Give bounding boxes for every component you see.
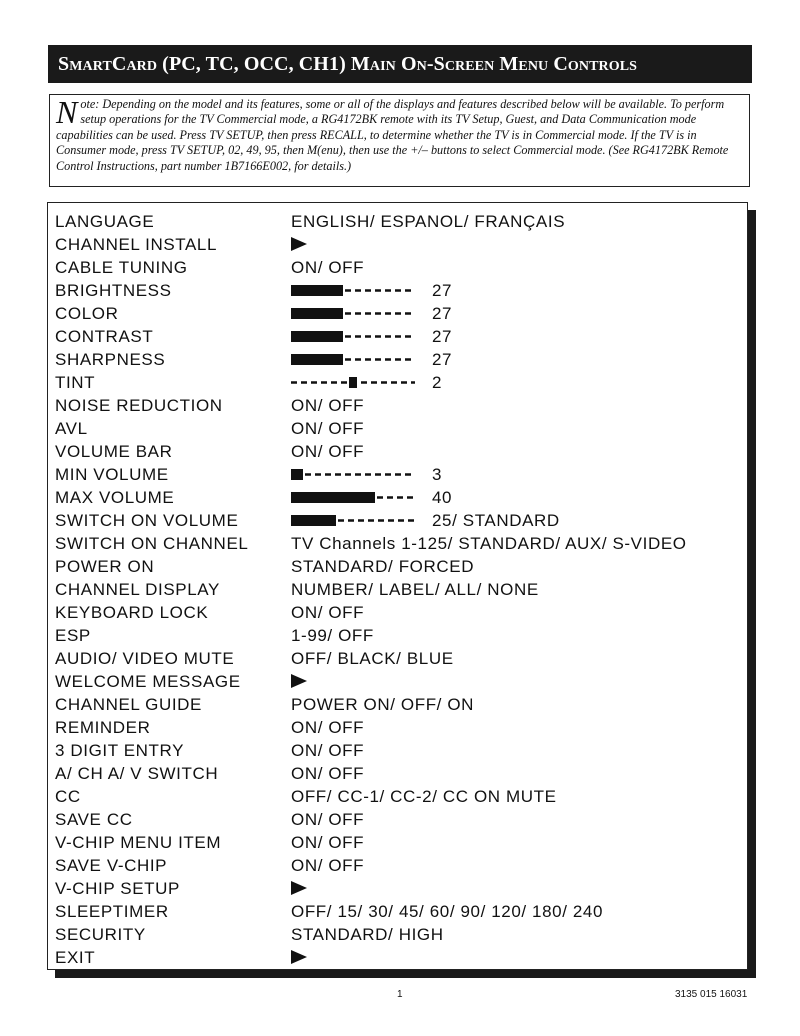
menu-item-power-on [48,555,747,578]
note-text: ote: Depending on the model and its features, some or all of the displays and features described below will be available. To perform setup operations for the TV Commercial mode, a RG4172BK remote with its TV Setup, Guest, and Data Communication mode capabilities can be used. Press TV SETUP, then press RECALL, to determine whether the TV is in Commercial mode. If the TV is in Consumer mode, press TV SETUP, 02, 49, 95, then M(enu), then use the +/– buttons to select Commercial mode. (See RG4172BK Remote Control Instructions, part number 1B7166E002, for details.) [56,97,729,173]
menu-item-options: OFF/ CC-1/ CC-2/ CC ON MUTE [291,787,557,806]
menu-item-brightness [48,279,747,302]
menu-item-options: ON/ OFF [291,764,365,783]
slider-value: 27 [432,327,453,346]
slider-fill [291,285,343,296]
menu-item-welcome-message [48,670,747,693]
page-number: 1 [397,989,403,1000]
menu-item-label: VOLUME BAR [55,442,173,461]
menu-item-options: ON/ OFF [291,258,365,277]
right-triangle-icon [291,881,307,895]
menu-item-options: TV Channels 1-125/ STANDARD/ AUX/ S-VIDEO [291,534,687,553]
menu-item-switch-on-volume [48,509,747,532]
menu-item-label: WELCOME MESSAGE [55,672,241,691]
menu-item-options: 1-99/ OFF [291,626,374,645]
part-code: 3135 015 16031 [675,989,748,1000]
slider-fill [291,492,375,503]
slider-marker [349,377,357,388]
menu-item-switch-on-channel [48,532,747,555]
menu-item-channel-install [48,233,747,256]
menu-item-v-chip-setup [48,877,747,900]
menu-item-label: NOISE REDUCTION [55,396,223,415]
menu-item-audio-video-mute [48,647,747,670]
menu-item-options: ON/ OFF [291,419,365,438]
menu-item-label: REMINDER [55,718,151,737]
menu-item-label: V-CHIP SETUP [55,879,180,898]
menu-item-label: SAVE CC [55,810,133,829]
menu-item-security [48,923,747,946]
slider-bar [291,377,415,388]
menu-item-label: COLOR [55,304,119,323]
slider-value: 27 [432,281,453,300]
menu-item-sleeptimer [48,900,747,923]
menu-item-options: NUMBER/ LABEL/ ALL/ NONE [291,580,539,599]
menu-item-max-volume [48,486,747,509]
menu-item-keyboard-lock [48,601,747,624]
menu-item-cable-tuning [48,256,747,279]
menu-item-label: MIN VOLUME [55,465,169,484]
slider-bar [291,469,415,480]
menu-item-label: KEYBOARD LOCK [55,603,209,622]
menu-item-reminder [48,716,747,739]
slider-bar [291,492,415,503]
slider-bar [291,331,415,342]
right-triangle-icon [291,674,307,688]
menu-item-label: ESP [55,626,91,645]
page-title [48,45,752,83]
menu-item-save-v-chip [48,854,747,877]
menu-item-label: CHANNEL INSTALL [55,235,218,254]
menu-item-options: ON/ OFF [291,810,365,829]
slider-bar [291,354,415,365]
slider-fill [291,354,343,365]
menu-item-label: SLEEPTIMER [55,902,169,921]
menu-item-label: MAX VOLUME [55,488,175,507]
menu-item-options: ENGLISH/ ESPANOL/ FRANÇAIS [291,212,566,231]
menu-item-label: SAVE V-CHIP [55,856,168,875]
menu-item-language [48,210,747,233]
slider-bar [291,308,415,319]
menu-item-3-digit-entry [48,739,747,762]
menu-item-label: CHANNEL GUIDE [55,695,202,714]
slider-fill [291,308,343,319]
menu-item-label: SWITCH ON CHANNEL [55,534,249,553]
slider-value: 3 [432,465,443,484]
menu-item-label: SHARPNESS [55,350,166,369]
menu-item-tint [48,371,747,394]
menu-item-color [48,302,747,325]
menu-item-options: ON/ OFF [291,856,365,875]
menu-item-options: OFF/ BLACK/ BLUE [291,649,454,668]
menu-item-v-chip-menu-item [48,831,747,854]
menu-item-options: ON/ OFF [291,741,365,760]
menu-item-options: ON/ OFF [291,396,365,415]
right-triangle-icon [291,950,307,964]
menu-item-options: ON/ OFF [291,718,365,737]
right-triangle-icon [291,237,307,251]
menu-item-label: EXIT [55,948,96,967]
slider-value: 27 [432,350,453,369]
menu-item-noise-reduction [48,394,747,417]
menu-item-volume-bar [48,440,747,463]
menu-item-save-cc [48,808,747,831]
menu-item-cc [48,785,747,808]
menu-item-channel-display [48,578,747,601]
menu-item-options: POWER ON/ OFF/ ON [291,695,475,714]
slider-fill [291,515,336,526]
menu-item-avl [48,417,747,440]
menu-item-label: TINT [55,373,96,392]
menu-item-exit [48,946,747,969]
menu-item-label: 3 DIGIT ENTRY [55,741,185,760]
menu-item-options: ON/ OFF [291,833,365,852]
menu-item-options: ON/ OFF [291,603,365,622]
menu-item-min-volume [48,463,747,486]
slider-value: 25/ STANDARD [432,511,560,530]
menu-item-a-ch-a-v-switch [48,762,747,785]
menu-item-options: STANDARD/ HIGH [291,925,444,944]
menu-item-contrast [48,325,747,348]
slider-value: 40 [432,488,453,507]
slider-value: 27 [432,304,453,323]
menu-item-label: CONTRAST [55,327,154,346]
menu-item-channel-guide [48,693,747,716]
menu-item-label: LANGUAGE [55,212,155,231]
slider-bar [291,285,415,296]
slider-fill [291,469,303,480]
menu-item-label: CHANNEL DISPLAY [55,580,220,599]
menu-item-label: SWITCH ON VOLUME [55,511,239,530]
menu-item-label: AVL [55,419,88,438]
note-dropcap: N [56,94,78,130]
menu-item-label: POWER ON [55,557,155,576]
menu-item-label: V-CHIP MENU ITEM [55,833,222,852]
slider-value: 2 [432,373,443,392]
page-title-text: SmartCard (PC, TC, OCC, CH1) Main On-Screen Menu Controls [58,52,638,75]
menu-item-options: ON/ OFF [291,442,365,461]
slider-bar [291,515,415,526]
menu-item-label: A/ CH A/ V SWITCH [55,764,219,783]
menu-controls-list [47,202,748,970]
menu-item-label: BRIGHTNESS [55,281,172,300]
menu-item-esp [48,624,747,647]
menu-item-label: AUDIO/ VIDEO MUTE [55,649,235,668]
menu-item-label: SECURITY [55,925,146,944]
menu-item-sharpness [48,348,747,371]
note-box [49,94,750,187]
slider-fill [291,331,343,342]
menu-item-label: CC [55,787,81,806]
menu-item-label: CABLE TUNING [55,258,188,277]
menu-item-options: STANDARD/ FORCED [291,557,475,576]
menu-item-options: OFF/ 15/ 30/ 45/ 60/ 90/ 120/ 180/ 240 [291,902,603,921]
